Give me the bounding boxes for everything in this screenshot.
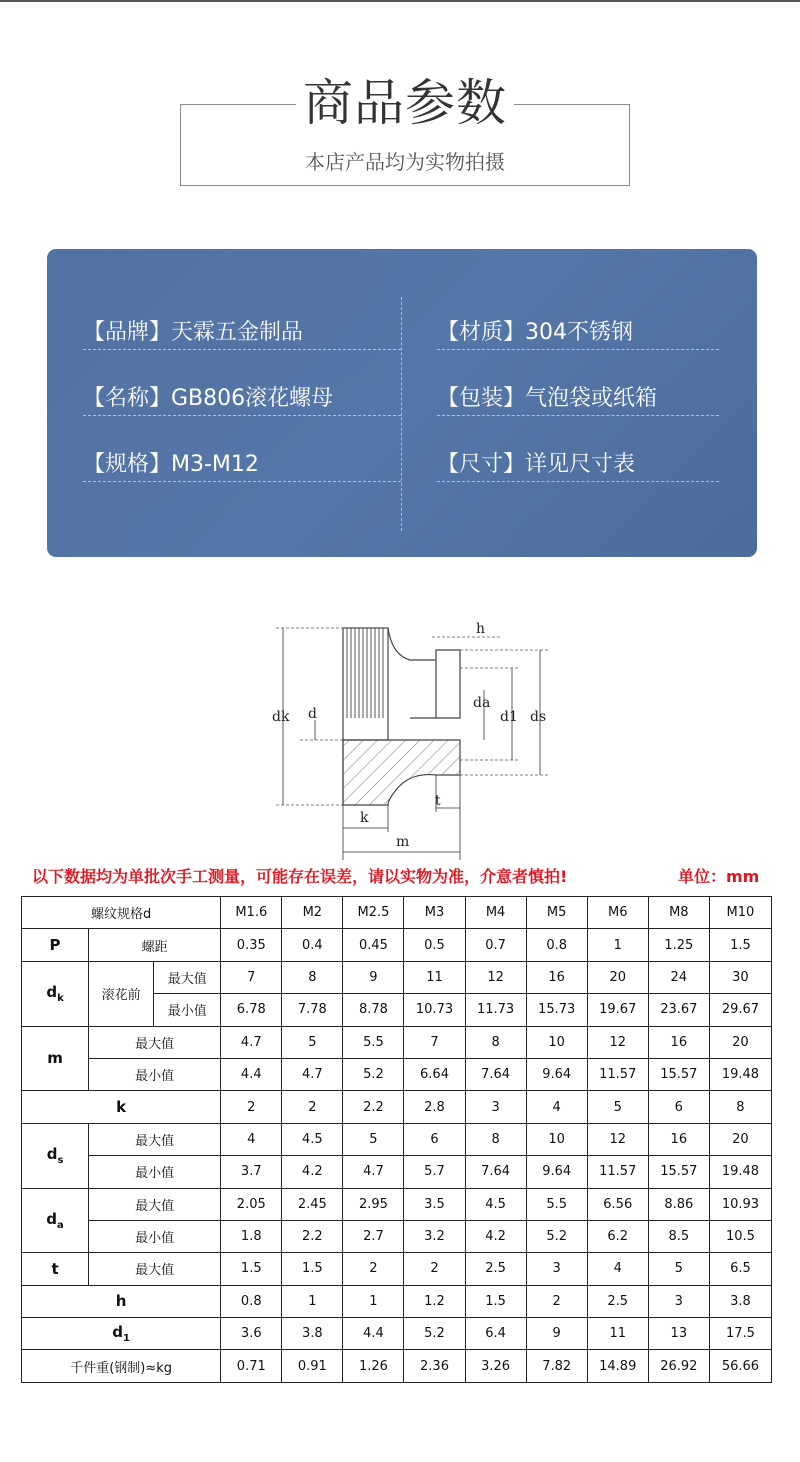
row-p xyxy=(22,929,772,961)
value-cell: 8.5 xyxy=(648,1220,709,1252)
value-cell: 2 xyxy=(526,1285,587,1317)
value-cell: 8.86 xyxy=(648,1188,709,1220)
value-cell: 3.6 xyxy=(221,1318,282,1350)
info-packing: 【包装】气泡袋或纸箱 xyxy=(437,383,719,416)
name-cell: 螺距 xyxy=(89,929,221,961)
value-cell: 2.05 xyxy=(221,1188,282,1220)
value-cell: 7.78 xyxy=(282,994,343,1026)
measurement-notice: 以下数据均为单批次手工测量，可能存在误差，请以实物为准，介意者慎拍! xyxy=(32,867,568,886)
value-cell: 1.8 xyxy=(221,1220,282,1252)
limit-cell: 最大值 xyxy=(89,1188,221,1220)
symbol-cell: t xyxy=(22,1253,89,1285)
value-cell: 4.4 xyxy=(221,1058,282,1090)
value-cell: 5 xyxy=(343,1123,404,1155)
value-cell: 2.2 xyxy=(282,1220,343,1252)
page-subtitle: 本店产品均为实物拍摄 xyxy=(305,150,505,174)
value-cell: 11.73 xyxy=(465,994,526,1026)
limit-cell: 最小值 xyxy=(89,1058,221,1090)
value-cell: 2 xyxy=(404,1253,465,1285)
value-cell: 3 xyxy=(465,1091,526,1123)
value-cell: 3.7 xyxy=(221,1156,282,1188)
group-cell: 滚花前 xyxy=(89,961,154,1026)
limit-cell: 最小值 xyxy=(154,994,221,1026)
value-cell: 0.4 xyxy=(282,929,343,961)
header-label-cell: 螺纹规格d xyxy=(22,897,221,929)
value-cell: 2.95 xyxy=(343,1188,404,1220)
value-cell: 5 xyxy=(282,1026,343,1058)
value-cell: 6 xyxy=(648,1091,709,1123)
value-cell: 4.7 xyxy=(221,1026,282,1058)
row-dk-max xyxy=(22,961,772,993)
label-h: h xyxy=(476,621,486,637)
size-header-cell: M4 xyxy=(465,897,526,929)
value-cell: 6.4 xyxy=(465,1318,526,1350)
value-cell: 2.5 xyxy=(465,1253,526,1285)
value-cell: 5.7 xyxy=(404,1156,465,1188)
table-header-row xyxy=(22,897,772,929)
value-cell: 20 xyxy=(587,961,648,993)
label-k: k xyxy=(360,810,369,826)
header-frame-top-right xyxy=(514,104,630,105)
info-brand: 【品牌】天霖五金制品 xyxy=(83,317,401,350)
top-border-line xyxy=(0,0,800,2)
value-cell: 9 xyxy=(526,1318,587,1350)
label-d: d xyxy=(308,706,317,722)
value-cell: 1.5 xyxy=(465,1285,526,1317)
dimension-table xyxy=(21,896,772,1383)
value-cell: 7 xyxy=(221,961,282,993)
page-title: 商品参数 xyxy=(303,74,507,132)
knurled-nut-drawing xyxy=(262,612,562,862)
value-cell: 8 xyxy=(465,1123,526,1155)
value-cell: 11 xyxy=(587,1318,648,1350)
nut-outline xyxy=(343,628,460,805)
size-header-cell: M2.5 xyxy=(343,897,404,929)
limit-cell: 最小值 xyxy=(89,1220,221,1252)
value-cell: 2.8 xyxy=(404,1091,465,1123)
size-header-cell: M2 xyxy=(282,897,343,929)
value-cell: 0.45 xyxy=(343,929,404,961)
value-cell: 6 xyxy=(404,1123,465,1155)
symbol-cell: $d_k$ xyxy=(22,961,89,1026)
row-da-max xyxy=(22,1188,772,1220)
value-cell: 12 xyxy=(587,1123,648,1155)
value-cell: 0.71 xyxy=(221,1350,282,1382)
value-cell: 24 xyxy=(648,961,709,993)
value-cell: 5.5 xyxy=(343,1026,404,1058)
value-cell: 4 xyxy=(587,1253,648,1285)
value-cell: 10 xyxy=(526,1123,587,1155)
value-cell: 1 xyxy=(587,929,648,961)
size-header-cell: M6 xyxy=(587,897,648,929)
value-cell: 4.5 xyxy=(465,1188,526,1220)
size-header-cell: M5 xyxy=(526,897,587,929)
value-cell: 11.57 xyxy=(587,1156,648,1188)
info-column-divider xyxy=(401,297,402,531)
value-cell: 0.8 xyxy=(221,1285,282,1317)
value-cell: 8 xyxy=(709,1091,771,1123)
value-cell: 1.5 xyxy=(282,1253,343,1285)
value-cell: 6.5 xyxy=(709,1253,771,1285)
value-cell: 19.48 xyxy=(709,1156,771,1188)
value-cell: 1 xyxy=(282,1285,343,1317)
value-cell: 0.8 xyxy=(526,929,587,961)
value-cell: 4 xyxy=(526,1091,587,1123)
value-cell: 23.67 xyxy=(648,994,709,1026)
value-cell: 7.64 xyxy=(465,1058,526,1090)
value-cell: 1.26 xyxy=(343,1350,404,1382)
row-da-min xyxy=(22,1220,772,1252)
value-cell: 5.2 xyxy=(404,1318,465,1350)
value-cell: 14.89 xyxy=(587,1350,648,1382)
label-dk: dk xyxy=(272,709,290,725)
label-da: da xyxy=(473,695,491,711)
symbol-cell: $d_1$ xyxy=(22,1318,221,1350)
value-cell: 1.5 xyxy=(709,929,771,961)
symbol-cell: $d_a$ xyxy=(22,1188,89,1253)
value-cell: 9.64 xyxy=(526,1156,587,1188)
symbol-cell: $d_s$ xyxy=(22,1123,89,1188)
value-cell: 5 xyxy=(648,1253,709,1285)
value-cell: 3.8 xyxy=(282,1318,343,1350)
value-cell: 13 xyxy=(648,1318,709,1350)
value-cell: 15.57 xyxy=(648,1156,709,1188)
value-cell: 6.78 xyxy=(221,994,282,1026)
row-ds-max xyxy=(22,1123,772,1155)
row-d1 xyxy=(22,1318,772,1350)
value-cell: 10 xyxy=(526,1026,587,1058)
limit-cell: 最大值 xyxy=(89,1253,221,1285)
value-cell: 8 xyxy=(465,1026,526,1058)
value-cell: 4.4 xyxy=(343,1318,404,1350)
symbol-cell: k xyxy=(22,1091,221,1123)
size-header-cell: M10 xyxy=(709,897,771,929)
size-header-cell: M8 xyxy=(648,897,709,929)
value-cell: 30 xyxy=(709,961,771,993)
value-cell: 12 xyxy=(587,1026,648,1058)
value-cell: 2 xyxy=(282,1091,343,1123)
value-cell: 4.5 xyxy=(282,1123,343,1155)
value-cell: 6.2 xyxy=(587,1220,648,1252)
value-cell: 19.67 xyxy=(587,994,648,1026)
limit-cell: 最大值 xyxy=(89,1123,221,1155)
value-cell: 16 xyxy=(526,961,587,993)
value-cell: 4.7 xyxy=(282,1058,343,1090)
value-cell: 2.5 xyxy=(587,1285,648,1317)
label-m: m xyxy=(396,834,410,850)
row-h xyxy=(22,1285,772,1317)
value-cell: 2.45 xyxy=(282,1188,343,1220)
value-cell: 12 xyxy=(465,961,526,993)
value-cell: 10.5 xyxy=(709,1220,771,1252)
value-cell: 4.2 xyxy=(282,1156,343,1188)
value-cell: 4.7 xyxy=(343,1156,404,1188)
value-cell: 15.57 xyxy=(648,1058,709,1090)
row-t xyxy=(22,1253,772,1285)
value-cell: 11 xyxy=(404,961,465,993)
value-cell: 7.64 xyxy=(465,1156,526,1188)
symbol-cell: m xyxy=(22,1026,89,1091)
value-cell: 2.36 xyxy=(404,1350,465,1382)
info-spec: 【规格】M3-M12 xyxy=(83,449,401,482)
value-cell: 16 xyxy=(648,1123,709,1155)
value-cell: 0.5 xyxy=(404,929,465,961)
value-cell: 0.35 xyxy=(221,929,282,961)
size-header-cell: M1.6 xyxy=(221,897,282,929)
value-cell: 9 xyxy=(343,961,404,993)
value-cell: 3 xyxy=(648,1285,709,1317)
value-cell: 15.73 xyxy=(526,994,587,1026)
value-cell: 10.93 xyxy=(709,1188,771,1220)
value-cell: 1 xyxy=(343,1285,404,1317)
value-cell: 1.5 xyxy=(221,1253,282,1285)
value-cell: 6.56 xyxy=(587,1188,648,1220)
weight-label-cell: 千件重(钢制)≈kg xyxy=(22,1350,221,1382)
value-cell: 3 xyxy=(526,1253,587,1285)
symbol-cell: P xyxy=(22,929,89,961)
unit-label: 单位：mm xyxy=(678,867,760,886)
header-frame-top-left xyxy=(180,104,296,105)
row-weight xyxy=(22,1350,772,1382)
label-ds: ds xyxy=(530,709,547,725)
value-cell: 9.64 xyxy=(526,1058,587,1090)
value-cell: 8.78 xyxy=(343,994,404,1026)
value-cell: 29.67 xyxy=(709,994,771,1026)
limit-cell: 最小值 xyxy=(89,1156,221,1188)
row-k xyxy=(22,1091,772,1123)
dimension-labels xyxy=(272,621,546,850)
row-ds-min xyxy=(22,1156,772,1188)
value-cell: 16 xyxy=(648,1026,709,1058)
value-cell: 3.5 xyxy=(404,1188,465,1220)
value-cell: 0.91 xyxy=(282,1350,343,1382)
symbol-cell: h xyxy=(22,1285,221,1317)
value-cell: 3.8 xyxy=(709,1285,771,1317)
value-cell: 1.25 xyxy=(648,929,709,961)
value-cell: 7 xyxy=(404,1026,465,1058)
limit-cell: 最大值 xyxy=(89,1026,221,1058)
value-cell: 4.2 xyxy=(465,1220,526,1252)
row-m-min xyxy=(22,1058,772,1090)
value-cell: 1.2 xyxy=(404,1285,465,1317)
value-cell: 5.5 xyxy=(526,1188,587,1220)
value-cell: 7.82 xyxy=(526,1350,587,1382)
value-cell: 6.64 xyxy=(404,1058,465,1090)
value-cell: 26.92 xyxy=(648,1350,709,1382)
label-t: t xyxy=(435,793,441,809)
value-cell: 2 xyxy=(221,1091,282,1123)
size-header-cell: M3 xyxy=(404,897,465,929)
value-cell: 56.66 xyxy=(709,1350,771,1382)
info-name: 【名称】GB806滚花螺母 xyxy=(83,383,401,416)
value-cell: 17.5 xyxy=(709,1318,771,1350)
info-material: 【材质】304不锈钢 xyxy=(437,317,719,350)
value-cell: 19.48 xyxy=(709,1058,771,1090)
product-info-panel xyxy=(47,249,757,557)
value-cell: 5.2 xyxy=(343,1058,404,1090)
value-cell: 2.7 xyxy=(343,1220,404,1252)
value-cell: 5 xyxy=(587,1091,648,1123)
value-cell: 20 xyxy=(709,1123,771,1155)
value-cell: 11.57 xyxy=(587,1058,648,1090)
value-cell: 3.2 xyxy=(404,1220,465,1252)
value-cell: 2.2 xyxy=(343,1091,404,1123)
limit-cell: 最大值 xyxy=(154,961,221,993)
value-cell: 5.2 xyxy=(526,1220,587,1252)
value-cell: 4 xyxy=(221,1123,282,1155)
value-cell: 0.7 xyxy=(465,929,526,961)
label-d1: d1 xyxy=(500,709,518,725)
value-cell: 10.73 xyxy=(404,994,465,1026)
value-cell: 2 xyxy=(343,1253,404,1285)
row-m-max xyxy=(22,1026,772,1058)
value-cell: 20 xyxy=(709,1026,771,1058)
value-cell: 3.26 xyxy=(465,1350,526,1382)
value-cell: 8 xyxy=(282,961,343,993)
info-size: 【尺寸】详见尺寸表 xyxy=(437,449,719,482)
